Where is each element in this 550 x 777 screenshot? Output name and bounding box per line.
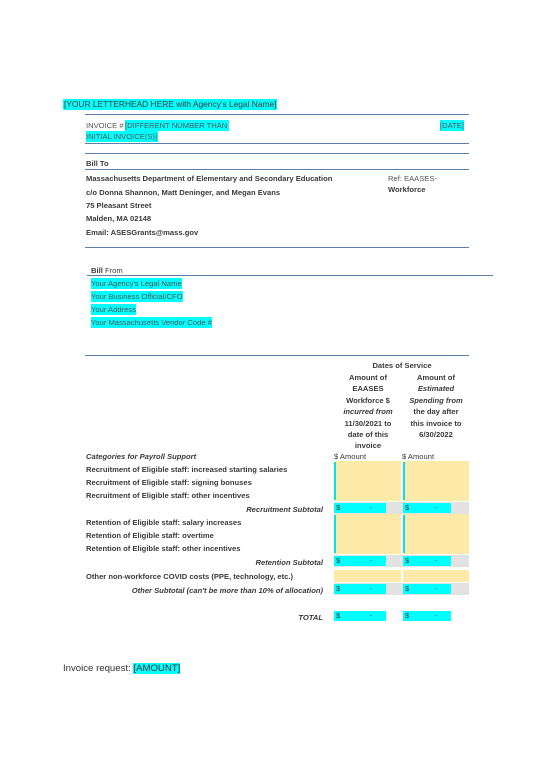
table-top-rule bbox=[85, 355, 469, 356]
retention-subtotal-col1: $ - bbox=[334, 556, 386, 566]
bill-to-line: c/o Donna Shannon, Matt Deninger, and Megan Evans bbox=[86, 188, 281, 197]
row-recruitment-bonuses: Recruitment of Eligible staff: signing bonuses bbox=[86, 478, 252, 487]
row-recruitment-salaries: Recruitment of Eligible staff: increased starting salaries bbox=[86, 465, 288, 474]
invoice-date-placeholder: [DATE] bbox=[440, 121, 464, 130]
retention-input-col2[interactable] bbox=[403, 514, 469, 554]
bill-from-official: Your Business Official/CFO bbox=[91, 292, 183, 301]
amount-label-col1: $ Amount bbox=[334, 452, 367, 461]
letterhead-placeholder: [YOUR LETTERHEAD HERE with Agency's Legal Name] bbox=[64, 99, 277, 109]
retention-subtotal-label: Retention Subtotal bbox=[255, 558, 323, 567]
column-header-estimated: Amount of Estimated Spending from the day after this invoice to 6/30/2022 bbox=[409, 373, 463, 440]
other-subtotal-col1: $ - bbox=[334, 584, 386, 594]
recruitment-input-col1[interactable] bbox=[334, 461, 401, 501]
bill-to-heading-rule bbox=[85, 169, 469, 170]
bill-from-heading-rule bbox=[87, 275, 493, 276]
header-top-rule bbox=[85, 114, 469, 115]
bill-to-bottom-rule bbox=[85, 247, 469, 248]
row-retention-overtime: Retention of Eligible staff: overtime bbox=[86, 531, 214, 540]
bill-from-address: Your Address bbox=[91, 305, 136, 314]
other-subtotal-col2: $ - bbox=[403, 584, 451, 594]
dates-of-service-heading: Dates of Service bbox=[372, 361, 432, 370]
invoice-request-amount: [AMOUNT] bbox=[133, 663, 181, 674]
bill-to-line: 75 Pleasant Street bbox=[86, 201, 152, 210]
invoice-label: INVOICE # bbox=[86, 121, 124, 130]
recruitment-input-marker bbox=[334, 462, 336, 500]
bill-to-line: Malden, MA 02148 bbox=[86, 214, 152, 223]
retention-input-marker bbox=[403, 515, 405, 553]
recruitment-subtotal-label: Recruitment Subtotal bbox=[246, 505, 323, 514]
bill-to-email: Email: ASESGrants@mass.gov bbox=[86, 228, 199, 237]
amount-label-col2: $ Amount bbox=[402, 452, 435, 461]
recruitment-subtotal-col1: $ - bbox=[334, 503, 386, 513]
row-retention-salary: Retention of Eligible staff: salary increases bbox=[86, 518, 242, 527]
invoice-request-line bbox=[63, 663, 180, 675]
bill-from-heading: Bill From bbox=[91, 266, 123, 275]
invoice-number-placeholder: [DIFFERENT NUMBER THAN bbox=[125, 121, 228, 130]
total-col1: $ - bbox=[334, 611, 386, 621]
total-label: TOTAL bbox=[298, 613, 323, 622]
other-input-col1[interactable] bbox=[334, 570, 401, 582]
row-recruitment-other: Recruitment of Eligible staff: other incentives bbox=[86, 491, 250, 500]
retention-subtotal-col2: $ - bbox=[403, 556, 451, 566]
other-subtotal-label: Other Subtotal (can't be more than 10% of allocation) bbox=[131, 586, 323, 595]
invoice-request-label: Invoice request: bbox=[63, 663, 134, 674]
categories-label: Categories for Payroll Support bbox=[86, 452, 197, 461]
row-retention-other: Retention of Eligible staff: other incentives bbox=[86, 544, 241, 553]
header-rule-2 bbox=[85, 143, 469, 144]
recruitment-input-col2[interactable] bbox=[403, 461, 469, 501]
bill-from-agency-name: Your Agency's Legal Name bbox=[91, 279, 182, 288]
bill-to-line: Massachusetts Department of Elementary and Secondary Education bbox=[86, 174, 333, 183]
retention-input-col1[interactable] bbox=[334, 514, 401, 554]
row-other-costs: Other non-workforce COVID costs (PPE, technology, etc.) bbox=[86, 572, 294, 581]
recruitment-subtotal-col2: $ - bbox=[403, 503, 451, 513]
bill-from-vendor-code: Your Massachusetts Vendor Code # bbox=[91, 318, 212, 327]
reference-code: Ref: EAASES- bbox=[388, 174, 437, 183]
total-col2: $ - bbox=[403, 611, 451, 621]
bill-to-top-rule bbox=[85, 153, 469, 154]
reference-code-cont: Workforce bbox=[388, 185, 426, 194]
column-header-incurred: Amount of EAASES Workforce $ incurred from 11/30/2021 to date of this invoice bbox=[343, 373, 393, 451]
retention-input-marker bbox=[334, 515, 336, 553]
other-input-col2[interactable] bbox=[403, 570, 469, 582]
recruitment-input-marker bbox=[403, 462, 405, 500]
bill-to-heading: Bill To bbox=[86, 159, 109, 168]
invoice-number-placeholder-cont: INITIAL INVOICE(S)] bbox=[86, 132, 158, 141]
